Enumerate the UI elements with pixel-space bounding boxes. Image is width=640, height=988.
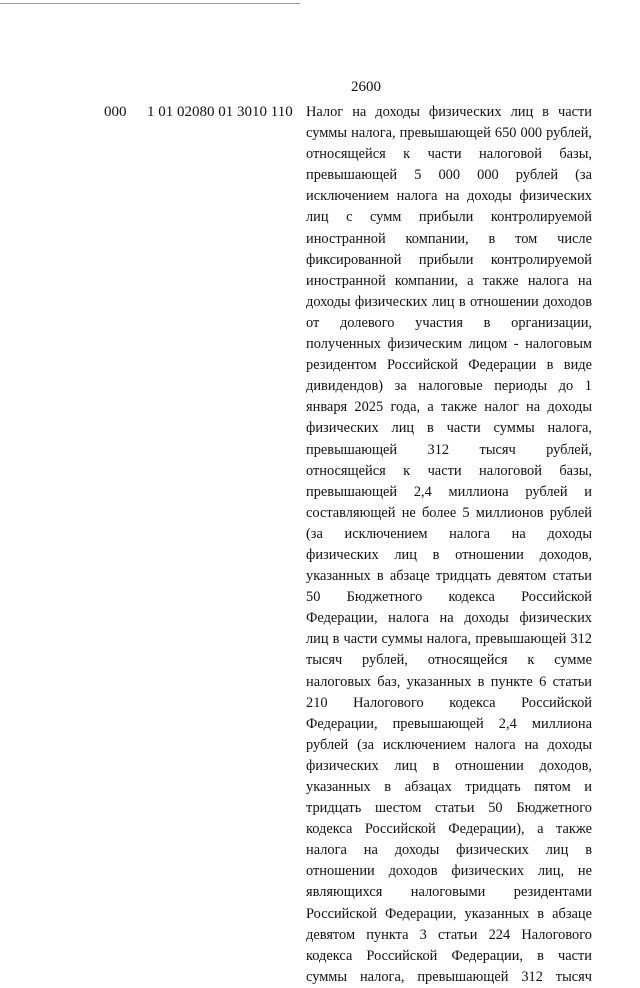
admin-code: 000 xyxy=(104,104,127,120)
description-line: суммы налога, превышающей 650 000 рублей, xyxy=(306,125,592,142)
description-line: иностранной компании, а также налога на xyxy=(306,272,592,289)
description-line: являющихся налоговыми резидентами xyxy=(306,884,592,901)
description-line: исключением налога на доходы физических xyxy=(306,188,592,205)
description-line: 50 Бюджетного кодекса Российской xyxy=(306,589,592,606)
description-line: тридцать шестом статьи 50 Бюджетного xyxy=(306,800,592,817)
description-line: января 2025 года, а также налог на доходы xyxy=(306,399,592,416)
description-line: указанных в абзацах тридцать пятом и xyxy=(306,779,592,795)
description-line: налоговых баз, указанных в пункте 6 статьи xyxy=(306,673,592,690)
page-number: 2600 xyxy=(351,79,381,95)
description-line: относящейся к части налоговой базы, xyxy=(306,146,592,163)
description-line: превышающей 5 000 000 рублей (за xyxy=(306,167,592,184)
description-line: Федерации, превышающей 2,4 миллиона xyxy=(306,715,592,732)
description-line: превышающей 312 тысяч рублей, xyxy=(306,441,592,458)
kbk-code: 1 01 02080 01 3010 110 xyxy=(147,104,293,120)
description-line: лиц в части суммы налога, превышающей 312 xyxy=(306,631,592,648)
description-line: Российской Федерации, указанных в абзаце xyxy=(306,905,592,922)
description-line: Налог на доходы физических лиц в части xyxy=(306,104,592,120)
description-line: рублей (за исключением налога на доходы xyxy=(306,736,592,753)
description-line: тысяч рублей, относящейся к сумме xyxy=(306,652,592,669)
income-description xyxy=(306,102,592,988)
description-line: полученных физическим лицом - налоговым xyxy=(306,336,592,353)
description-line: доходы физических лиц в отношении доходов xyxy=(306,293,592,310)
description-line: физических лиц в отношении доходов, xyxy=(306,757,592,774)
description-line: налога на доходы физических лиц в xyxy=(306,842,592,859)
description-line: фиксированной прибыли контролируемой xyxy=(306,251,592,268)
description-line: относящейся к части налоговой базы, xyxy=(306,462,592,479)
description-line: (за исключением налога на доходы xyxy=(306,525,592,542)
description-line: иностранной компании, в том числе xyxy=(306,230,592,247)
top-rule xyxy=(0,3,300,4)
description-line: от долевого участия в организации, xyxy=(306,314,592,331)
description-line: лиц с сумм прибыли контролируемой xyxy=(306,209,592,226)
description-line: превышающей 2,4 миллиона рублей и xyxy=(306,483,592,500)
description-line: указанных в абзаце тридцать девятом статьи xyxy=(306,568,592,585)
description-line: кодекса Российской Федерации, в части xyxy=(306,947,592,964)
description-line: физических лиц в части суммы налога, xyxy=(306,420,592,437)
description-line: Федерации, налога на доходы физических xyxy=(306,610,592,627)
description-line: кодекса Российской Федерации), а также xyxy=(306,821,592,838)
description-line: девятом пункта 3 статьи 224 Налогового xyxy=(306,926,592,943)
description-line: 210 Налогового кодекса Российской xyxy=(306,694,592,711)
description-line: физических лиц в отношении доходов, xyxy=(306,546,592,563)
description-line: составляющей не более 5 миллионов рублей xyxy=(306,504,592,521)
description-line: резидентом Российской Федерации в виде xyxy=(306,357,592,374)
description-line: дивидендов) за налоговые периоды до 1 xyxy=(306,378,592,395)
description-line: суммы налога, превышающей 312 тысяч xyxy=(306,968,592,985)
description-line: отношении доходов физических лиц, не xyxy=(306,863,592,880)
